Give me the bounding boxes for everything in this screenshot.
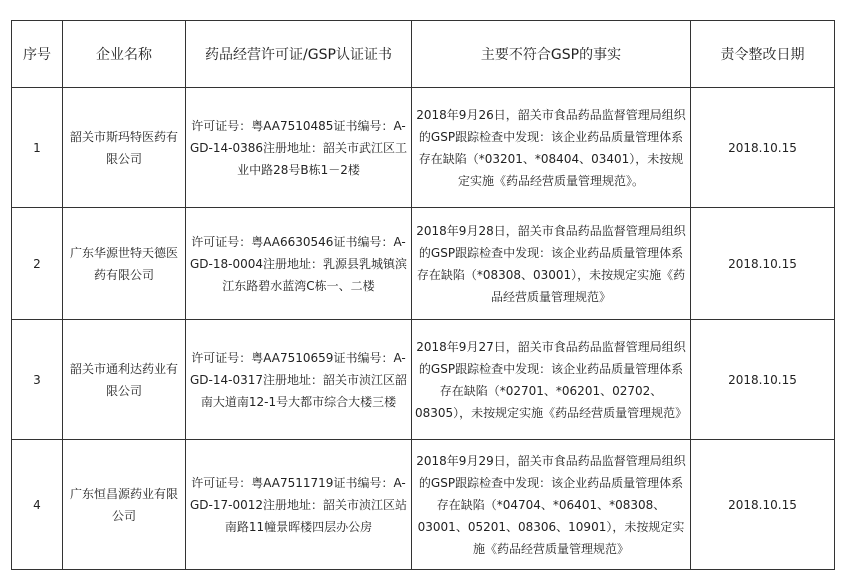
rectification-date: 2018.10.15 <box>691 208 835 320</box>
license-info: 许可证号：粤AA7510659证书编号：A-GD-14-0317注册地址：韶关市浈江区韶南大道南12-1号大都市综合大楼三楼 <box>186 320 412 440</box>
header-company: 企业名称 <box>63 21 186 88</box>
company-name: 韶关市斯玛特医药有限公司 <box>63 88 186 208</box>
table-row <box>12 208 835 320</box>
header-deadline: 责令整改日期 <box>691 21 835 88</box>
table-row <box>12 88 835 208</box>
violation-facts: 2018年9月26日，韶关市食品药品监督管理局组织的GSP跟踪检查中发现：该企业药品质量管理体系存在缺陷（*03201、*08404、03401），未按规定实施《药品经营质量管理规范》。 <box>412 88 691 208</box>
license-info: 许可证号：粤AA7511719证书编号：A-GD-17-0012注册地址：韶关市浈江区站南路11幢景晖楼四层办公房 <box>186 440 412 570</box>
table-header-row <box>12 21 835 88</box>
violation-facts: 2018年9月29日，韶关市食品药品监督管理局组织的GSP跟踪检查中发现：该企业药品质量管理体系存在缺陷（*04704、*06401、*08308、03001、05201、08306、10901），未按规定实施《药品经营质量管理规范》 <box>412 440 691 570</box>
row-number: 2 <box>12 208 63 320</box>
table-row <box>12 440 835 570</box>
license-info: 许可证号：粤AA6630546证书编号：A-GD-18-0004注册地址：乳源县乳城镇滨江东路碧水蓝湾C栋一、二楼 <box>186 208 412 320</box>
table-row <box>12 320 835 440</box>
row-number: 4 <box>12 440 63 570</box>
company-name: 韶关市通利达药业有限公司 <box>63 320 186 440</box>
rectification-date: 2018.10.15 <box>691 320 835 440</box>
company-name: 广东恒昌源药业有限公司 <box>63 440 186 570</box>
rectification-date: 2018.10.15 <box>691 440 835 570</box>
row-number: 3 <box>12 320 63 440</box>
rectification-date: 2018.10.15 <box>691 88 835 208</box>
license-info: 许可证号：粤AA7510485证书编号：A-GD-14-0386注册地址：韶关市武江区工业中路28号B栋1－2楼 <box>186 88 412 208</box>
header-no: 序号 <box>12 21 63 88</box>
gsp-violation-table <box>11 20 835 570</box>
header-license: 药品经营许可证/GSP认证证书 <box>186 21 412 88</box>
violation-facts: 2018年9月27日，韶关市食品药品监督管理局组织的GSP跟踪检查中发现：该企业药品质量管理体系存在缺陷（*02701、*06201、02702、08305），未按规定实施《药品经营质量管理规范》 <box>412 320 691 440</box>
company-name: 广东华源世特天德医药有限公司 <box>63 208 186 320</box>
violation-facts: 2018年9月28日，韶关市食品药品监督管理局组织的GSP跟踪检查中发现：该企业药品质量管理体系存在缺陷（*08308、03001），未按规定实施《药品经营质量管理规范》 <box>412 208 691 320</box>
header-facts: 主要不符合GSP的事实 <box>412 21 691 88</box>
row-number: 1 <box>12 88 63 208</box>
